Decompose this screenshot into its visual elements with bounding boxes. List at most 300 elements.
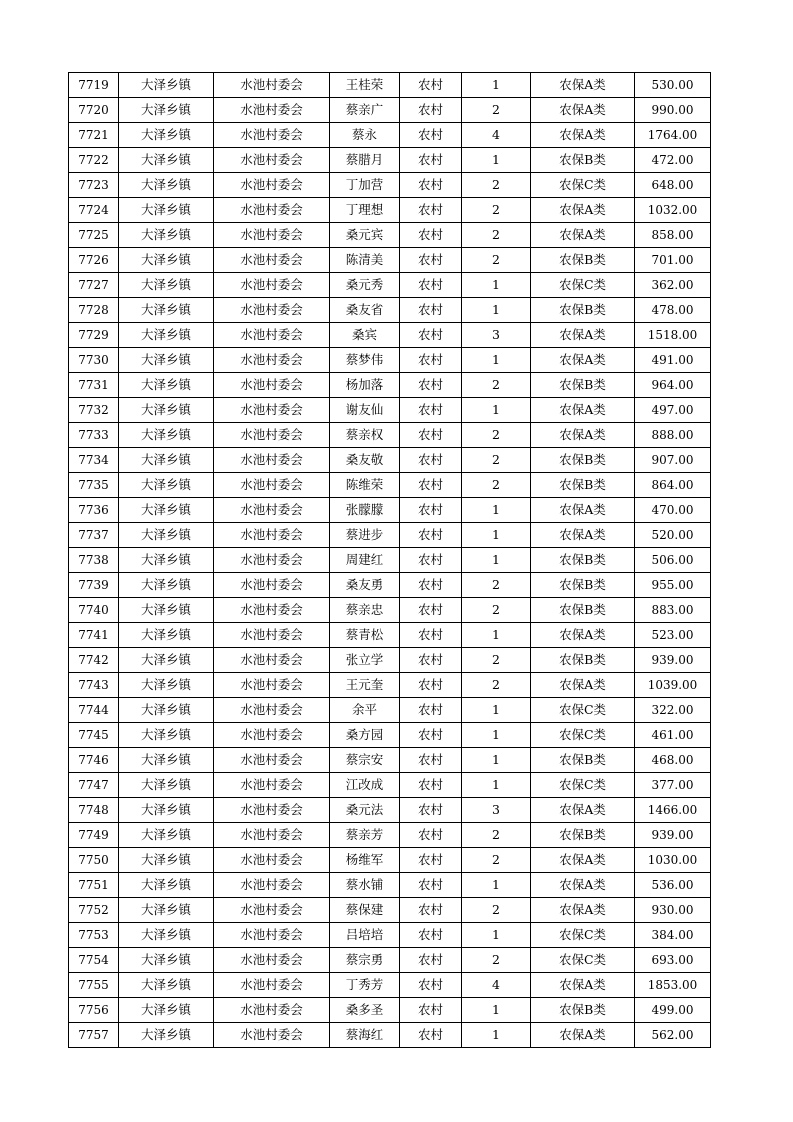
insurance-category-cell: 农保A类 — [531, 848, 635, 873]
member-count-cell: 1 — [462, 873, 531, 898]
township-cell: 大泽乡镇 — [119, 198, 214, 223]
name-cell: 张立学 — [330, 648, 400, 673]
village-committee-cell: 水池村委会 — [214, 523, 330, 548]
village-committee-cell: 水池村委会 — [214, 723, 330, 748]
amount-cell: 864.00 — [635, 473, 711, 498]
member-count-cell: 2 — [462, 473, 531, 498]
village-committee-cell: 水池村委会 — [214, 748, 330, 773]
insurance-category-cell: 农保C类 — [531, 948, 635, 973]
table-row — [69, 823, 711, 848]
table-row — [69, 98, 711, 123]
village-committee-cell: 水池村委会 — [214, 198, 330, 223]
household-type-cell: 农村 — [400, 798, 462, 823]
amount-cell: 377.00 — [635, 773, 711, 798]
township-cell: 大泽乡镇 — [119, 223, 214, 248]
member-count-cell: 1 — [462, 723, 531, 748]
amount-cell: 468.00 — [635, 748, 711, 773]
name-cell: 桑友省 — [330, 298, 400, 323]
household-type-cell: 农村 — [400, 748, 462, 773]
household-type-cell: 农村 — [400, 1023, 462, 1048]
household-type-cell: 农村 — [400, 473, 462, 498]
table-row — [69, 923, 711, 948]
member-count-cell: 1 — [462, 273, 531, 298]
name-cell: 王桂荣 — [330, 73, 400, 98]
row-number-cell: 7757 — [69, 1023, 119, 1048]
amount-cell: 491.00 — [635, 348, 711, 373]
household-type-cell: 农村 — [400, 348, 462, 373]
amount-cell: 701.00 — [635, 248, 711, 273]
insurance-category-cell: 农保A类 — [531, 898, 635, 923]
amount-cell: 478.00 — [635, 298, 711, 323]
name-cell: 杨维军 — [330, 848, 400, 873]
insurance-category-cell: 农保B类 — [531, 248, 635, 273]
table-row — [69, 248, 711, 273]
amount-cell: 562.00 — [635, 1023, 711, 1048]
township-cell: 大泽乡镇 — [119, 398, 214, 423]
household-type-cell: 农村 — [400, 648, 462, 673]
name-cell: 蔡梦伟 — [330, 348, 400, 373]
member-count-cell: 2 — [462, 173, 531, 198]
table-row — [69, 898, 711, 923]
village-committee-cell: 水池村委会 — [214, 548, 330, 573]
household-type-cell: 农村 — [400, 73, 462, 98]
member-count-cell: 1 — [462, 698, 531, 723]
insurance-category-cell: 农保A类 — [531, 223, 635, 248]
table-row — [69, 498, 711, 523]
table-row — [69, 1023, 711, 1048]
household-type-cell: 农村 — [400, 398, 462, 423]
insurance-category-cell: 农保A类 — [531, 423, 635, 448]
township-cell: 大泽乡镇 — [119, 773, 214, 798]
name-cell: 桑元宾 — [330, 223, 400, 248]
row-number-cell: 7751 — [69, 873, 119, 898]
village-committee-cell: 水池村委会 — [214, 123, 330, 148]
member-count-cell: 4 — [462, 973, 531, 998]
table-row — [69, 523, 711, 548]
amount-cell: 499.00 — [635, 998, 711, 1023]
amount-cell: 1518.00 — [635, 323, 711, 348]
row-number-cell: 7747 — [69, 773, 119, 798]
member-count-cell: 2 — [462, 598, 531, 623]
name-cell: 蔡宗安 — [330, 748, 400, 773]
member-count-cell: 1 — [462, 148, 531, 173]
row-number-cell: 7735 — [69, 473, 119, 498]
row-number-cell: 7734 — [69, 448, 119, 473]
name-cell: 蔡腊月 — [330, 148, 400, 173]
insurance-category-cell: 农保B类 — [531, 573, 635, 598]
name-cell: 丁加营 — [330, 173, 400, 198]
member-count-cell: 2 — [462, 373, 531, 398]
amount-cell: 964.00 — [635, 373, 711, 398]
household-type-cell: 农村 — [400, 298, 462, 323]
insurance-category-cell: 农保A类 — [531, 523, 635, 548]
name-cell: 蔡亲权 — [330, 423, 400, 448]
household-type-cell: 农村 — [400, 623, 462, 648]
household-type-cell: 农村 — [400, 723, 462, 748]
name-cell: 余平 — [330, 698, 400, 723]
township-cell: 大泽乡镇 — [119, 798, 214, 823]
name-cell: 桑元法 — [330, 798, 400, 823]
row-number-cell: 7740 — [69, 598, 119, 623]
amount-cell: 497.00 — [635, 398, 711, 423]
village-committee-cell: 水池村委会 — [214, 873, 330, 898]
name-cell: 桑多圣 — [330, 998, 400, 1023]
name-cell: 周建红 — [330, 548, 400, 573]
village-committee-cell: 水池村委会 — [214, 348, 330, 373]
village-committee-cell: 水池村委会 — [214, 248, 330, 273]
table-row — [69, 398, 711, 423]
name-cell: 桑元秀 — [330, 273, 400, 298]
member-count-cell: 2 — [462, 673, 531, 698]
village-committee-cell: 水池村委会 — [214, 373, 330, 398]
name-cell: 陈维荣 — [330, 473, 400, 498]
village-committee-cell: 水池村委会 — [214, 423, 330, 448]
township-cell: 大泽乡镇 — [119, 498, 214, 523]
amount-cell: 990.00 — [635, 98, 711, 123]
row-number-cell: 7737 — [69, 523, 119, 548]
household-type-cell: 农村 — [400, 223, 462, 248]
amount-cell: 322.00 — [635, 698, 711, 723]
name-cell: 王元奎 — [330, 673, 400, 698]
insurance-category-cell: 农保A类 — [531, 123, 635, 148]
table-row — [69, 773, 711, 798]
name-cell: 蔡进步 — [330, 523, 400, 548]
row-number-cell: 7723 — [69, 173, 119, 198]
table-row — [69, 173, 711, 198]
insurance-category-cell: 农保A类 — [531, 323, 635, 348]
household-type-cell: 农村 — [400, 573, 462, 598]
village-committee-cell: 水池村委会 — [214, 223, 330, 248]
table-row — [69, 948, 711, 973]
name-cell: 桑宾 — [330, 323, 400, 348]
member-count-cell: 1 — [462, 748, 531, 773]
member-count-cell: 4 — [462, 123, 531, 148]
township-cell: 大泽乡镇 — [119, 823, 214, 848]
row-number-cell: 7736 — [69, 498, 119, 523]
name-cell: 蔡青松 — [330, 623, 400, 648]
row-number-cell: 7728 — [69, 298, 119, 323]
table-row — [69, 73, 711, 98]
member-count-cell: 1 — [462, 298, 531, 323]
name-cell: 江改成 — [330, 773, 400, 798]
household-type-cell: 农村 — [400, 148, 462, 173]
village-committee-cell: 水池村委会 — [214, 573, 330, 598]
township-cell: 大泽乡镇 — [119, 623, 214, 648]
household-type-cell: 农村 — [400, 998, 462, 1023]
household-type-cell: 农村 — [400, 948, 462, 973]
village-committee-cell: 水池村委会 — [214, 898, 330, 923]
member-count-cell: 1 — [462, 773, 531, 798]
table-row — [69, 448, 711, 473]
household-type-cell: 农村 — [400, 973, 462, 998]
member-count-cell: 1 — [462, 923, 531, 948]
table-row — [69, 123, 711, 148]
township-cell: 大泽乡镇 — [119, 873, 214, 898]
row-number-cell: 7726 — [69, 248, 119, 273]
village-committee-cell: 水池村委会 — [214, 323, 330, 348]
amount-cell: 536.00 — [635, 873, 711, 898]
row-number-cell: 7738 — [69, 548, 119, 573]
amount-cell: 384.00 — [635, 923, 711, 948]
name-cell: 蔡永 — [330, 123, 400, 148]
village-committee-cell: 水池村委会 — [214, 948, 330, 973]
amount-cell: 939.00 — [635, 648, 711, 673]
member-count-cell: 2 — [462, 448, 531, 473]
township-cell: 大泽乡镇 — [119, 273, 214, 298]
table-row — [69, 348, 711, 373]
member-count-cell: 1 — [462, 498, 531, 523]
name-cell: 蔡亲忠 — [330, 598, 400, 623]
member-count-cell: 1 — [462, 623, 531, 648]
table-row — [69, 723, 711, 748]
household-type-cell: 农村 — [400, 98, 462, 123]
name-cell: 杨加落 — [330, 373, 400, 398]
insurance-category-cell: 农保A类 — [531, 623, 635, 648]
amount-cell: 520.00 — [635, 523, 711, 548]
row-number-cell: 7754 — [69, 948, 119, 973]
township-cell: 大泽乡镇 — [119, 248, 214, 273]
insurance-category-cell: 农保C类 — [531, 698, 635, 723]
village-committee-cell: 水池村委会 — [214, 448, 330, 473]
amount-cell: 1030.00 — [635, 848, 711, 873]
table-row — [69, 848, 711, 873]
member-count-cell: 2 — [462, 948, 531, 973]
roster-table — [68, 72, 711, 1048]
household-type-cell: 农村 — [400, 848, 462, 873]
member-count-cell: 2 — [462, 823, 531, 848]
table-row — [69, 748, 711, 773]
township-cell: 大泽乡镇 — [119, 473, 214, 498]
row-number-cell: 7746 — [69, 748, 119, 773]
insurance-category-cell: 农保C类 — [531, 273, 635, 298]
insurance-category-cell: 农保A类 — [531, 973, 635, 998]
member-count-cell: 2 — [462, 248, 531, 273]
village-committee-cell: 水池村委会 — [214, 848, 330, 873]
township-cell: 大泽乡镇 — [119, 723, 214, 748]
township-cell: 大泽乡镇 — [119, 423, 214, 448]
village-committee-cell: 水池村委会 — [214, 173, 330, 198]
township-cell: 大泽乡镇 — [119, 548, 214, 573]
member-count-cell: 1 — [462, 348, 531, 373]
household-type-cell: 农村 — [400, 498, 462, 523]
name-cell: 蔡保建 — [330, 898, 400, 923]
amount-cell: 1466.00 — [635, 798, 711, 823]
insurance-category-cell: 农保B类 — [531, 298, 635, 323]
insurance-category-cell: 农保B类 — [531, 823, 635, 848]
insurance-category-cell: 农保B类 — [531, 598, 635, 623]
name-cell: 蔡宗勇 — [330, 948, 400, 973]
township-cell: 大泽乡镇 — [119, 1023, 214, 1048]
name-cell: 蔡水铺 — [330, 873, 400, 898]
township-cell: 大泽乡镇 — [119, 448, 214, 473]
township-cell: 大泽乡镇 — [119, 973, 214, 998]
insurance-category-cell: 农保A类 — [531, 798, 635, 823]
name-cell: 桑友敬 — [330, 448, 400, 473]
row-number-cell: 7721 — [69, 123, 119, 148]
table-row — [69, 223, 711, 248]
member-count-cell: 2 — [462, 223, 531, 248]
row-number-cell: 7749 — [69, 823, 119, 848]
insurance-category-cell: 农保A类 — [531, 98, 635, 123]
amount-cell: 1032.00 — [635, 198, 711, 223]
roster-body — [69, 73, 711, 1048]
amount-cell: 939.00 — [635, 823, 711, 848]
insurance-category-cell: 农保B类 — [531, 148, 635, 173]
table-row — [69, 798, 711, 823]
table-row — [69, 598, 711, 623]
member-count-cell: 1 — [462, 73, 531, 98]
insurance-category-cell: 农保B类 — [531, 373, 635, 398]
row-number-cell: 7727 — [69, 273, 119, 298]
village-committee-cell: 水池村委会 — [214, 623, 330, 648]
table-row — [69, 698, 711, 723]
insurance-category-cell: 农保A类 — [531, 73, 635, 98]
name-cell: 桑友勇 — [330, 573, 400, 598]
amount-cell: 648.00 — [635, 173, 711, 198]
village-committee-cell: 水池村委会 — [214, 598, 330, 623]
insurance-category-cell: 农保A类 — [531, 348, 635, 373]
township-cell: 大泽乡镇 — [119, 98, 214, 123]
household-type-cell: 农村 — [400, 773, 462, 798]
row-number-cell: 7748 — [69, 798, 119, 823]
document-page — [68, 72, 710, 1048]
name-cell: 蔡亲广 — [330, 98, 400, 123]
table-row — [69, 198, 711, 223]
insurance-category-cell: 农保A类 — [531, 498, 635, 523]
row-number-cell: 7720 — [69, 98, 119, 123]
insurance-category-cell: 农保A类 — [531, 673, 635, 698]
amount-cell: 907.00 — [635, 448, 711, 473]
name-cell: 丁理想 — [330, 198, 400, 223]
township-cell: 大泽乡镇 — [119, 348, 214, 373]
insurance-category-cell: 农保C类 — [531, 723, 635, 748]
household-type-cell: 农村 — [400, 898, 462, 923]
village-committee-cell: 水池村委会 — [214, 973, 330, 998]
insurance-category-cell: 农保A类 — [531, 398, 635, 423]
insurance-category-cell: 农保A类 — [531, 198, 635, 223]
village-committee-cell: 水池村委会 — [214, 648, 330, 673]
insurance-category-cell: 农保C类 — [531, 923, 635, 948]
row-number-cell: 7730 — [69, 348, 119, 373]
village-committee-cell: 水池村委会 — [214, 698, 330, 723]
table-row — [69, 973, 711, 998]
household-type-cell: 农村 — [400, 698, 462, 723]
household-type-cell: 农村 — [400, 123, 462, 148]
household-type-cell: 农村 — [400, 373, 462, 398]
amount-cell: 1764.00 — [635, 123, 711, 148]
table-row — [69, 548, 711, 573]
village-committee-cell: 水池村委会 — [214, 98, 330, 123]
table-row — [69, 473, 711, 498]
village-committee-cell: 水池村委会 — [214, 1023, 330, 1048]
township-cell: 大泽乡镇 — [119, 698, 214, 723]
household-type-cell: 农村 — [400, 323, 462, 348]
member-count-cell: 2 — [462, 848, 531, 873]
township-cell: 大泽乡镇 — [119, 148, 214, 173]
township-cell: 大泽乡镇 — [119, 373, 214, 398]
row-number-cell: 7724 — [69, 198, 119, 223]
row-number-cell: 7756 — [69, 998, 119, 1023]
row-number-cell: 7719 — [69, 73, 119, 98]
row-number-cell: 7744 — [69, 698, 119, 723]
amount-cell: 362.00 — [635, 273, 711, 298]
amount-cell: 930.00 — [635, 898, 711, 923]
township-cell: 大泽乡镇 — [119, 848, 214, 873]
household-type-cell: 农村 — [400, 198, 462, 223]
table-row — [69, 373, 711, 398]
row-number-cell: 7725 — [69, 223, 119, 248]
village-committee-cell: 水池村委会 — [214, 998, 330, 1023]
name-cell: 蔡亲芳 — [330, 823, 400, 848]
table-row — [69, 273, 711, 298]
amount-cell: 530.00 — [635, 73, 711, 98]
household-type-cell: 农村 — [400, 273, 462, 298]
village-committee-cell: 水池村委会 — [214, 923, 330, 948]
township-cell: 大泽乡镇 — [119, 123, 214, 148]
row-number-cell: 7743 — [69, 673, 119, 698]
member-count-cell: 2 — [462, 648, 531, 673]
township-cell: 大泽乡镇 — [119, 323, 214, 348]
village-committee-cell: 水池村委会 — [214, 298, 330, 323]
member-count-cell: 2 — [462, 98, 531, 123]
amount-cell: 883.00 — [635, 598, 711, 623]
amount-cell: 693.00 — [635, 948, 711, 973]
row-number-cell: 7741 — [69, 623, 119, 648]
township-cell: 大泽乡镇 — [119, 73, 214, 98]
table-row — [69, 623, 711, 648]
name-cell: 谢友仙 — [330, 398, 400, 423]
household-type-cell: 农村 — [400, 823, 462, 848]
row-number-cell: 7752 — [69, 898, 119, 923]
member-count-cell: 2 — [462, 898, 531, 923]
village-committee-cell: 水池村委会 — [214, 398, 330, 423]
household-type-cell: 农村 — [400, 448, 462, 473]
village-committee-cell: 水池村委会 — [214, 773, 330, 798]
name-cell: 蔡海红 — [330, 1023, 400, 1048]
row-number-cell: 7739 — [69, 573, 119, 598]
member-count-cell: 1 — [462, 548, 531, 573]
row-number-cell: 7753 — [69, 923, 119, 948]
table-row — [69, 148, 711, 173]
table-row — [69, 648, 711, 673]
name-cell: 张朦朦 — [330, 498, 400, 523]
household-type-cell: 农村 — [400, 173, 462, 198]
village-committee-cell: 水池村委会 — [214, 673, 330, 698]
township-cell: 大泽乡镇 — [119, 648, 214, 673]
insurance-category-cell: 农保C类 — [531, 773, 635, 798]
row-number-cell: 7732 — [69, 398, 119, 423]
insurance-category-cell: 农保A类 — [531, 873, 635, 898]
household-type-cell: 农村 — [400, 673, 462, 698]
table-row — [69, 323, 711, 348]
household-type-cell: 农村 — [400, 923, 462, 948]
amount-cell: 955.00 — [635, 573, 711, 598]
name-cell: 桑方园 — [330, 723, 400, 748]
amount-cell: 506.00 — [635, 548, 711, 573]
household-type-cell: 农村 — [400, 548, 462, 573]
village-committee-cell: 水池村委会 — [214, 473, 330, 498]
household-type-cell: 农村 — [400, 423, 462, 448]
insurance-category-cell: 农保A类 — [531, 1023, 635, 1048]
township-cell: 大泽乡镇 — [119, 998, 214, 1023]
insurance-category-cell: 农保B类 — [531, 748, 635, 773]
amount-cell: 472.00 — [635, 148, 711, 173]
row-number-cell: 7731 — [69, 373, 119, 398]
member-count-cell: 1 — [462, 998, 531, 1023]
table-row — [69, 423, 711, 448]
township-cell: 大泽乡镇 — [119, 673, 214, 698]
village-committee-cell: 水池村委会 — [214, 823, 330, 848]
